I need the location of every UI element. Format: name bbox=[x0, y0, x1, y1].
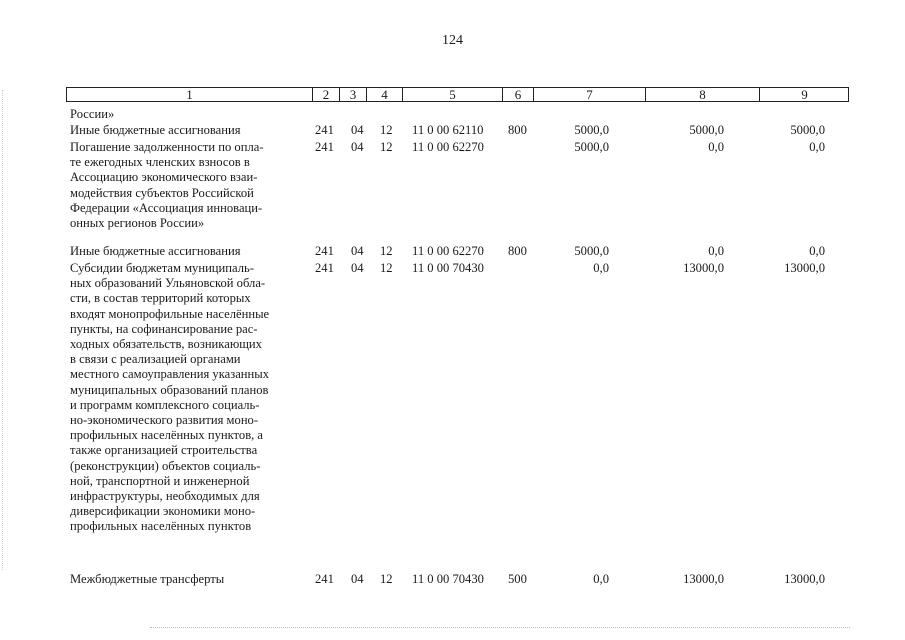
cell-col-3: 04 bbox=[351, 572, 364, 586]
description-line: в связи с реализацией органами bbox=[70, 352, 241, 367]
cell-col-5: 11 0 00 62110 bbox=[412, 123, 484, 137]
cell-col-6: 800 bbox=[508, 123, 527, 137]
header-col-5: 5 bbox=[402, 88, 502, 101]
cell-col-5: 11 0 00 62270 bbox=[412, 244, 484, 258]
cell-col-2: 241 bbox=[315, 140, 334, 154]
description-line: сти, в состав территорий которых bbox=[70, 291, 251, 306]
row-description bbox=[70, 140, 306, 231]
header-col-4: 4 bbox=[366, 88, 402, 101]
cell-col-8: 0,0 bbox=[708, 140, 724, 154]
cell-col-4: 12 bbox=[380, 123, 393, 137]
cell-col-7: 0,0 bbox=[593, 261, 609, 275]
description-line: те ежегодных членских взносов в bbox=[70, 155, 250, 170]
description-line: пункты, на софинансирование рас- bbox=[70, 321, 258, 336]
row-description bbox=[70, 244, 306, 259]
header-col-7: 7 bbox=[533, 88, 645, 101]
description-line: России» bbox=[70, 107, 115, 121]
description-line: ных образований Ульяновской обла- bbox=[70, 276, 266, 291]
description-line: профильных населённых пунктов, а bbox=[70, 428, 264, 443]
description-line: диверсификации экономики моно- bbox=[70, 504, 256, 519]
row-description bbox=[70, 261, 306, 535]
header-col-3: 3 bbox=[339, 88, 366, 101]
cell-col-8: 13000,0 bbox=[683, 572, 724, 586]
description-line: ходных обязательств, возникающих bbox=[70, 337, 262, 352]
description-line: и программ комплексного социаль- bbox=[70, 397, 260, 412]
row-description bbox=[70, 107, 306, 122]
description-line: онных регионов России» bbox=[70, 216, 205, 231]
description-line: Субсидии бюджетам муниципаль- bbox=[70, 261, 254, 275]
row-description bbox=[70, 572, 306, 587]
description-line: Ассоциацию экономического взаи- bbox=[70, 170, 258, 185]
cell-col-7: 5000,0 bbox=[574, 244, 609, 258]
cell-col-4: 12 bbox=[380, 261, 393, 275]
scan-artifact-line bbox=[150, 627, 850, 629]
cell-col-3: 04 bbox=[351, 123, 364, 137]
cell-col-3: 04 bbox=[351, 244, 364, 258]
cell-col-6: 800 bbox=[508, 244, 527, 258]
cell-col-2: 241 bbox=[315, 261, 334, 275]
cell-col-7: 0,0 bbox=[593, 572, 609, 586]
table-header-row bbox=[66, 87, 849, 102]
scan-artifact-edge bbox=[2, 90, 4, 570]
cell-col-9: 0,0 bbox=[809, 140, 825, 154]
cell-col-8: 0,0 bbox=[708, 244, 724, 258]
cell-col-2: 241 bbox=[315, 244, 334, 258]
cell-col-3: 04 bbox=[351, 261, 364, 275]
cell-col-4: 12 bbox=[380, 572, 393, 586]
cell-col-8: 5000,0 bbox=[689, 123, 724, 137]
row-description bbox=[70, 123, 306, 138]
page-number: 124 bbox=[442, 33, 463, 48]
cell-col-9: 13000,0 bbox=[784, 572, 825, 586]
header-col-8: 8 bbox=[645, 88, 759, 101]
header-col-9: 9 bbox=[759, 88, 849, 101]
description-line: но-экономического развития моно- bbox=[70, 413, 259, 428]
description-line: ной, транспортной и инженерной bbox=[70, 473, 250, 488]
cell-col-4: 12 bbox=[380, 140, 393, 154]
cell-col-7: 5000,0 bbox=[574, 123, 609, 137]
cell-col-2: 241 bbox=[315, 123, 334, 137]
cell-col-4: 12 bbox=[380, 244, 393, 258]
cell-col-9: 5000,0 bbox=[790, 123, 825, 137]
description-line: местного самоуправления указанных bbox=[70, 367, 270, 382]
description-line: профильных населённых пунктов bbox=[70, 519, 252, 534]
header-col-2: 2 bbox=[312, 88, 339, 101]
cell-col-9: 13000,0 bbox=[784, 261, 825, 275]
header-col-1: 1 bbox=[186, 87, 193, 102]
description-line: Погашение задолженности по опла- bbox=[70, 140, 264, 154]
cell-col-2: 241 bbox=[315, 572, 334, 586]
cell-col-5: 11 0 00 70430 bbox=[412, 572, 484, 586]
description-line: Межбюджетные трансферты bbox=[70, 572, 225, 586]
cell-col-5: 11 0 00 62270 bbox=[412, 140, 484, 154]
description-line: Иные бюджетные ассигнования bbox=[70, 123, 241, 137]
description-line: также организацией строительства bbox=[70, 443, 258, 458]
description-line: Федерации «Ассоциация инноваци- bbox=[70, 200, 263, 215]
cell-col-3: 04 bbox=[351, 140, 364, 154]
header-col-6: 6 bbox=[502, 88, 533, 101]
description-line: модействия субъектов Российской bbox=[70, 185, 254, 200]
description-line: входят монопрофильные населённые bbox=[70, 306, 270, 321]
cell-col-8: 13000,0 bbox=[683, 261, 724, 275]
description-line: инфраструктуры, необходимых для bbox=[70, 489, 260, 504]
description-line: Иные бюджетные ассигнования bbox=[70, 244, 241, 258]
cell-col-5: 11 0 00 70430 bbox=[412, 261, 484, 275]
cell-col-6: 500 bbox=[508, 572, 527, 586]
cell-col-9: 0,0 bbox=[809, 244, 825, 258]
description-line: муниципальных образований планов bbox=[70, 382, 269, 397]
cell-col-7: 5000,0 bbox=[574, 140, 609, 154]
description-line: (реконструкции) объектов социаль- bbox=[70, 458, 261, 473]
